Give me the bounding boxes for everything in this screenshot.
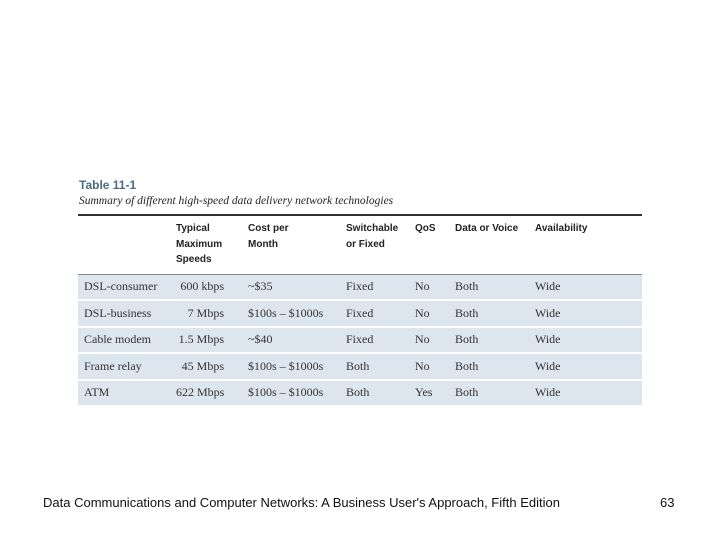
header-cost: Cost per Month <box>248 216 346 274</box>
header-qos: QoS <box>415 216 455 274</box>
table-title: Table 11-1 <box>79 178 137 192</box>
cell-technology: ATM <box>78 380 176 406</box>
cell-technology: Frame relay <box>78 353 176 380</box>
cell-speed: 1.5 Mbps <box>176 327 248 354</box>
cell-speed: 45 Mbps <box>176 353 248 380</box>
footer-book-title: Data Communications and Computer Networks: A Business User's Approach, Fifth Edition <box>43 495 560 510</box>
table-subtitle: Summary of different high-speed data delivery network technologies <box>79 195 394 207</box>
table-figure <box>78 178 642 405</box>
table-row <box>78 327 642 354</box>
table-row <box>78 353 642 380</box>
cell-data-or-voice: Both <box>455 274 535 300</box>
cell-availability: Wide <box>535 353 642 380</box>
table-row <box>78 274 642 300</box>
cell-switchable: Both <box>346 380 415 406</box>
table-header-row <box>78 216 642 274</box>
cell-data-or-voice: Both <box>455 327 535 354</box>
cell-qos: No <box>415 327 455 354</box>
header-technology <box>78 216 176 274</box>
table-row <box>78 300 642 327</box>
cell-availability: Wide <box>535 327 642 354</box>
cell-switchable: Fixed <box>346 327 415 354</box>
cell-qos: Yes <box>415 380 455 406</box>
header-switchable: Switchable or Fixed <box>346 216 415 274</box>
cell-data-or-voice: Both <box>455 380 535 406</box>
page-number: 63 <box>660 495 675 510</box>
cell-qos: No <box>415 274 455 300</box>
cell-switchable: Both <box>346 353 415 380</box>
cell-cost: $100s – $1000s <box>248 353 346 380</box>
header-availability: Availability <box>535 216 642 274</box>
header-speed: Typical Maximum Speeds <box>176 216 248 274</box>
cell-cost: $100s – $1000s <box>248 380 346 406</box>
cell-data-or-voice: Both <box>455 300 535 327</box>
cell-switchable: Fixed <box>346 274 415 300</box>
cell-availability: Wide <box>535 300 642 327</box>
cell-speed: 622 Mbps <box>176 380 248 406</box>
cell-speed: 7 Mbps <box>176 300 248 327</box>
cell-cost: ~$40 <box>248 327 346 354</box>
cell-switchable: Fixed <box>346 300 415 327</box>
cell-availability: Wide <box>535 274 642 300</box>
cell-qos: No <box>415 353 455 380</box>
cell-cost: ~$35 <box>248 274 346 300</box>
technology-table <box>78 216 642 405</box>
cell-technology: DSL-consumer <box>78 274 176 300</box>
cell-availability: Wide <box>535 380 642 406</box>
cell-technology: Cable modem <box>78 327 176 354</box>
cell-speed: 600 kbps <box>176 274 248 300</box>
cell-qos: No <box>415 300 455 327</box>
header-data-or-voice: Data or Voice <box>455 216 535 274</box>
cell-technology: DSL-business <box>78 300 176 327</box>
cell-cost: $100s – $1000s <box>248 300 346 327</box>
table-row <box>78 380 642 406</box>
cell-data-or-voice: Both <box>455 353 535 380</box>
